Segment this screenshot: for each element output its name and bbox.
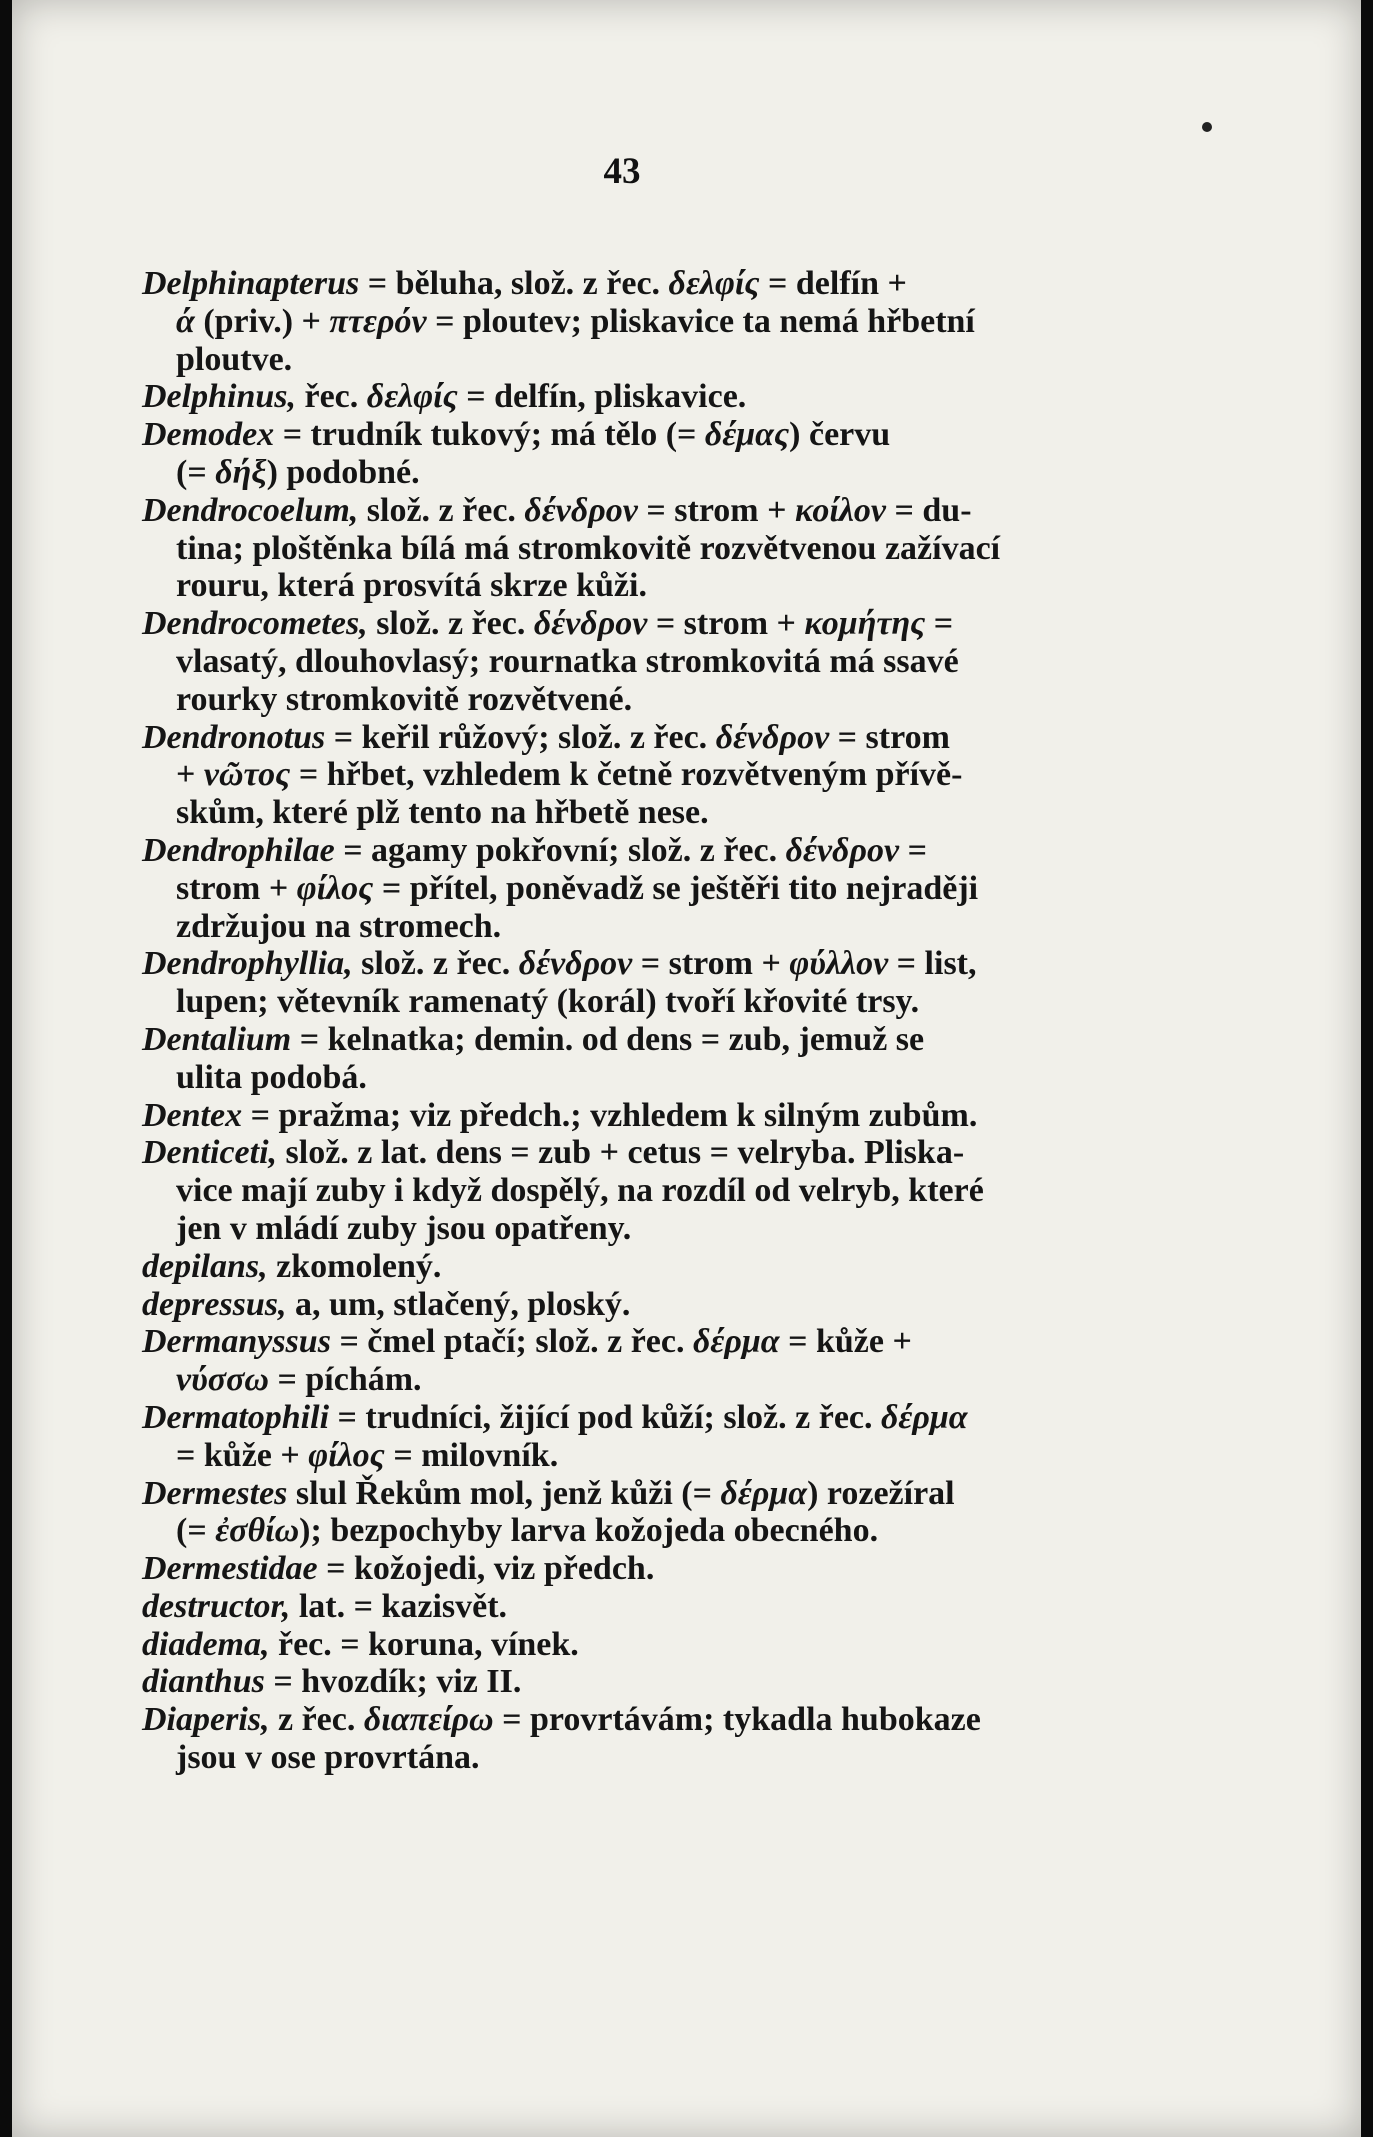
headword: Dentalium (142, 1020, 292, 1058)
entry-text: řec. (296, 378, 367, 416)
greek-term: δελφίς (366, 378, 458, 416)
headword: Demodex (142, 416, 275, 454)
entry-text: ); bezpochyby larva kožojeda obecného. (299, 1512, 879, 1550)
entry-text: = kůže + (779, 1323, 912, 1361)
entry-text: = strom + (632, 945, 790, 983)
entry-text: = strom (829, 718, 950, 756)
entry-text: skům, které plž tento na hřbetě nese. (176, 794, 709, 832)
entry-text: = agamy pokřovní; slož. z řec. (334, 831, 786, 869)
entry-text: (= (176, 453, 216, 491)
entry-text: slož. z řec. (358, 491, 525, 529)
entry-text: slož. z lat. dens = zub + cetus = velryba. Pliska- (277, 1134, 965, 1172)
entry-text: = pražma; viz předch.; vzhledem k silným zubům. (242, 1096, 978, 1134)
entry-text: = čmel ptačí; slož. z řec. (330, 1323, 693, 1361)
entry-text: = du- (886, 491, 972, 529)
entry-text: = trudníci, žijící pod kůží; slož. z řec. (329, 1398, 881, 1436)
entry-text: ulita podobá. (176, 1058, 367, 1096)
entry-continuation-line (142, 530, 1117, 568)
entry-text: + (176, 756, 204, 794)
entry-text: = milovník. (384, 1436, 559, 1474)
entry-first-line (142, 1626, 1117, 1664)
dictionary-entries (142, 265, 1117, 1777)
headword: Dermestes (142, 1474, 288, 1512)
entry-text: = delfín, pliskavice. (457, 378, 747, 416)
greek-term: φίλος (308, 1436, 385, 1474)
entry-text: = list, (888, 945, 977, 983)
headword: Dermanyssus (142, 1323, 331, 1361)
entry-first-line (142, 1475, 1117, 1513)
entry-text: = trudník tukový; má tělo (= (274, 416, 705, 454)
dictionary-entry (142, 1323, 1117, 1399)
entry-text: vlasatý, dlouhovlasý; rournatka stromkovitá má ssavé (176, 642, 959, 680)
headword: diadema, (142, 1625, 270, 1663)
headword: depressus, (142, 1285, 287, 1323)
dictionary-entry (142, 1475, 1117, 1551)
headword: destructor, (142, 1587, 291, 1625)
headword: Dendrophilae (142, 831, 335, 869)
entry-continuation-line (142, 983, 1117, 1021)
dictionary-entry (142, 1701, 1117, 1777)
dictionary-entry (142, 1550, 1117, 1588)
greek-term: νῶτος (203, 756, 291, 794)
entry-continuation-line (142, 756, 1117, 794)
dictionary-entry (142, 1021, 1117, 1097)
entry-text: jsou v ose provrtána. (176, 1739, 480, 1777)
entry-continuation-line (142, 908, 1117, 946)
headword: Delphinapterus (142, 265, 360, 302)
greek-term: δένδρον (715, 718, 830, 756)
entry-first-line (142, 605, 1117, 643)
entry-first-line (142, 378, 1117, 416)
entry-text: = kelnatka; demin. od dens = zub, jemuž se (291, 1020, 925, 1058)
entry-text: vice mají zuby i když dospělý, na rozdíl od velryb, které (176, 1172, 984, 1210)
greek-term: κομήτης (804, 605, 926, 643)
dictionary-entry (142, 945, 1117, 1021)
entry-text: (= (176, 1512, 216, 1550)
entry-text: ) červu (789, 416, 891, 454)
entry-continuation-line (142, 1512, 1117, 1550)
dictionary-entry (142, 416, 1117, 492)
headword: Dermatophili (142, 1398, 330, 1436)
dictionary-entry (142, 1248, 1117, 1286)
dictionary-entry (142, 832, 1117, 945)
entry-first-line (142, 719, 1117, 757)
entry-text: = strom + (637, 491, 796, 529)
greek-term: δέρμα (720, 1474, 808, 1512)
entry-text: strom + (176, 869, 297, 907)
entry-continuation-line (142, 567, 1117, 605)
dictionary-entry (142, 605, 1117, 718)
dictionary-entry (142, 719, 1117, 832)
entry-first-line (142, 1588, 1117, 1626)
headword: depilans, (142, 1247, 268, 1285)
greek-term: πτερόν (329, 302, 427, 340)
entry-first-line (142, 1021, 1117, 1059)
dictionary-entry (142, 1399, 1117, 1475)
entry-continuation-line (142, 341, 1117, 379)
greek-term: φίλος (296, 869, 374, 907)
entry-first-line (142, 492, 1117, 530)
entry-continuation-line (142, 454, 1117, 492)
dictionary-entry (142, 1134, 1117, 1247)
entry-text: = kůže + (176, 1436, 309, 1474)
entry-text: = kožojedi, viz předch. (317, 1550, 655, 1588)
greek-term: δέρμα (881, 1398, 968, 1436)
entry-first-line (142, 265, 1117, 303)
page-number: 43 (603, 151, 641, 192)
greek-term: δένδρον (518, 945, 633, 983)
entry-text: rouru, která prosvítá skrze kůži. (176, 567, 647, 605)
headword: Diaperis, (142, 1701, 270, 1739)
entry-text: rourky stromkovitě rozvětvené. (176, 680, 633, 718)
greek-term: δένδρον (533, 605, 648, 643)
headword: Dendrophyllia, (142, 945, 353, 983)
dictionary-entry (142, 265, 1117, 378)
greek-term: κοίλον (795, 491, 887, 529)
dictionary-entry (142, 1663, 1117, 1701)
entry-first-line (142, 1399, 1117, 1437)
entry-continuation-line (142, 303, 1117, 341)
entry-continuation-line (142, 1210, 1117, 1248)
entry-text: řec. = koruna, vínek. (269, 1625, 579, 1663)
entry-text: = keřil růžový; slož. z řec. (325, 718, 716, 756)
entry-text: slož. z řec. (367, 605, 534, 643)
entry-text: slul Řekům mol, jenž kůži (= (287, 1474, 721, 1512)
entry-text: lupen; větevník ramenatý (korál) tvoří křovité trsy. (176, 983, 920, 1021)
entry-continuation-line (142, 643, 1117, 681)
entry-continuation-line (142, 870, 1117, 908)
entry-first-line (142, 1097, 1117, 1135)
dictionary-entry (142, 378, 1117, 416)
entry-text: = (899, 831, 927, 869)
entry-text: z řec. (269, 1701, 364, 1739)
entry-text: jen v mládí zuby jsou opatřeny. (176, 1209, 632, 1247)
entry-text: = (925, 605, 954, 643)
greek-term: δένδρον (785, 831, 900, 869)
entry-continuation-line (142, 1437, 1117, 1475)
headword: Denticeti, (142, 1134, 278, 1172)
headword: Dendronotus (142, 718, 326, 756)
entry-continuation-line (142, 1172, 1117, 1210)
entry-text: = provrtávám; tykadla hubokaze (493, 1701, 981, 1739)
entry-continuation-line (142, 1739, 1117, 1777)
headword: Dermestidae (142, 1550, 318, 1588)
entry-first-line (142, 1701, 1117, 1739)
entry-text: ploutve. (176, 340, 293, 378)
headword: dianthus (142, 1663, 265, 1701)
entry-continuation-line (142, 1361, 1117, 1399)
entry-first-line (142, 1134, 1117, 1172)
entry-first-line (142, 1550, 1117, 1588)
entry-first-line (142, 416, 1117, 454)
entry-continuation-line (142, 794, 1117, 832)
book-page (12, 0, 1361, 2137)
entry-first-line (142, 1323, 1117, 1361)
greek-term: φύλλον (789, 945, 889, 983)
entry-text: zdržujou na stromech. (176, 907, 502, 945)
entry-continuation-line (142, 1059, 1117, 1097)
dictionary-entry (142, 1286, 1117, 1324)
entry-text: = přítel, poněvadž se ještěři tito nejraději (373, 869, 979, 907)
entry-text: = ploutev; pliskavice ta nemá hřbetní (426, 302, 975, 340)
entry-first-line (142, 1286, 1117, 1324)
greek-term: διαπείρω (363, 1701, 494, 1739)
headword: Dentex (142, 1096, 243, 1134)
entry-text: ) rozežíral (807, 1474, 955, 1512)
ink-speck (1202, 122, 1212, 132)
entry-text: ) podobné. (266, 453, 420, 491)
greek-term: ἐσθίω (215, 1512, 300, 1550)
greek-term: δήξ (215, 453, 267, 491)
dictionary-entry (142, 1097, 1117, 1135)
dictionary-entry (142, 1588, 1117, 1626)
greek-term: ά (176, 302, 195, 340)
greek-term: δέρμα (692, 1323, 780, 1361)
dictionary-entry (142, 1626, 1117, 1664)
entry-first-line (142, 1663, 1117, 1701)
entry-text: = běluha, slož. z řec. (359, 265, 669, 302)
greek-term: δελφίς (668, 265, 760, 302)
entry-text: zkomolený. (267, 1247, 442, 1285)
entry-text: = hvozdík; viz II. (264, 1663, 522, 1701)
entry-text: slož. z řec. (352, 945, 519, 983)
entry-text: = píchám. (269, 1361, 422, 1399)
entry-text: = hřbet, vzhledem k četně rozvětveným přívě- (290, 756, 963, 794)
headword: Dendrocometes, (142, 605, 368, 643)
entry-first-line (142, 832, 1117, 870)
entry-text: tina; ploštěnka bílá má stromkovitě rozvětvenou zažívací (176, 529, 1001, 567)
entry-text: = delfín + (759, 265, 907, 302)
headword: Dendrocoelum, (142, 491, 359, 529)
greek-term: δέμας (704, 416, 790, 454)
entry-text: = strom + (647, 605, 805, 643)
entry-text: (priv.) + (194, 302, 330, 340)
greek-term: νύσσω (176, 1361, 269, 1399)
entry-text: lat. = kazisvět. (290, 1587, 508, 1625)
entry-first-line (142, 1248, 1117, 1286)
headword: Delphinus, (142, 378, 296, 416)
dictionary-entry (142, 492, 1117, 605)
entry-continuation-line (142, 681, 1117, 719)
entry-text: a, um, stlačený, ploský. (286, 1285, 631, 1323)
greek-term: δένδρον (524, 491, 638, 529)
entry-first-line (142, 945, 1117, 983)
